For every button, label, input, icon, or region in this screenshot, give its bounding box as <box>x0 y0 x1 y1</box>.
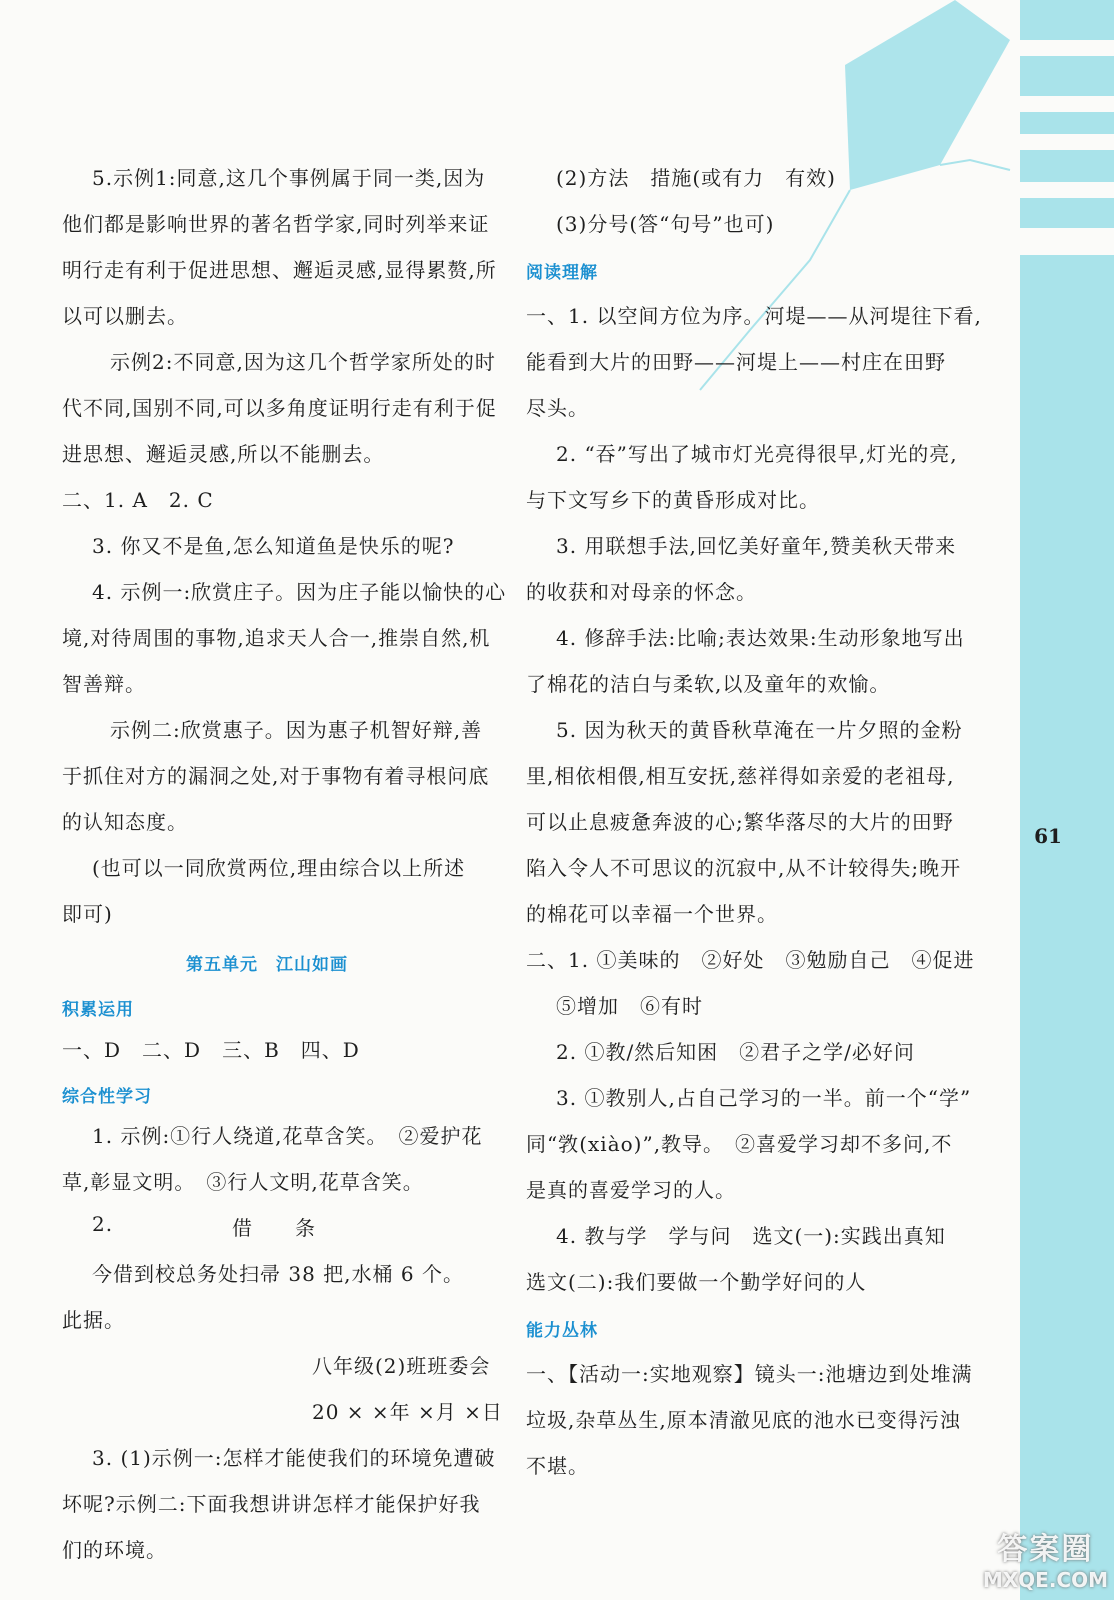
text-line: 2. <box>92 1212 114 1236</box>
text-line: 2. “吞”写出了城市灯光亮得很早,灯光的亮, <box>556 442 958 466</box>
text-line: 可以止息疲惫奔波的心;繁华落尽的大片的田野 <box>526 810 954 834</box>
text-line: 们的环境。 <box>62 1538 167 1562</box>
watermark-title: 答案圈 <box>997 1532 1094 1567</box>
text-line: 陷入令人不可思议的沉寂中,从不计较得失;晚开 <box>526 856 962 880</box>
text-line: 3. 你又不是鱼,怎么知道鱼是快乐的呢? <box>92 534 455 558</box>
text-line: 一、D 二、D 三、B 四、D <box>62 1038 360 1062</box>
text-line: 进思想、邂逅灵感,所以不能删去。 <box>62 442 385 466</box>
text-line: 一、【活动一:实地观察】镜头一:池塘边到处堆满 <box>526 1362 973 1386</box>
text-line: ⑤增加 ⑥有时 <box>556 994 703 1018</box>
text-line: 于抓住对方的漏洞之处,对于事物有着寻根问底 <box>62 764 490 788</box>
text-line: 4. 修辞手法:比喻;表达效果:生动形象地写出 <box>556 626 965 650</box>
text-line: 二、1. ①美味的 ②好处 ③勉励自己 ④促进 <box>526 948 975 972</box>
text-line: 3. ①教别人,占自己学习的一半。前一个“学” <box>556 1086 972 1110</box>
watermark-url: MXQE.COM <box>982 1568 1108 1592</box>
section-heading: 能力丛林 <box>526 1321 598 1341</box>
section-heading: 阅读理解 <box>526 263 598 283</box>
iou-title: 借 条 <box>232 1216 316 1240</box>
text-line: 1. 示例:①行人绕道,花草含笑。 ②爱护花 <box>92 1124 483 1148</box>
text-line: 此据。 <box>62 1308 125 1332</box>
text-line: 选文(二):我们要做一个勤学好问的人 <box>526 1270 867 1294</box>
text-line: 5. 因为秋天的黄昏秋草淹在一片夕照的金粉 <box>556 718 963 742</box>
text-line: (2)方法 措施(或有力 有效) <box>556 166 836 190</box>
text-line: (也可以一同欣赏两位,理由综合以上所述 <box>92 856 466 880</box>
text-line: 的棉花可以幸福一个世界。 <box>526 902 778 926</box>
page-number: 61 <box>1034 824 1062 848</box>
text-line: 3. (1)示例一:怎样才能使我们的环境免遭破 <box>92 1446 496 1470</box>
text-line: 以可以删去。 <box>62 304 188 328</box>
text-line: 是真的喜爱学习的人。 <box>526 1178 736 1202</box>
text-line: (3)分号(答“句号”也可) <box>556 212 775 236</box>
text-line: 代不同,国别不同,可以多角度证明行走有利于促 <box>62 396 497 420</box>
text-line: 他们都是影响世界的著名哲学家,同时列举来证 <box>62 212 490 236</box>
watermark-logo <box>983 1524 1108 1592</box>
text-line: 里,相依相偎,相互安抚,慈祥得如亲爱的老祖母, <box>526 764 955 788</box>
text-line: 能看到大片的田野——河堤上——村庄在田野 <box>526 350 946 374</box>
text-line: 同“敩(xiào)”,教导。 ②喜爱学习却不多问,不 <box>526 1132 953 1156</box>
text-line: 明行走有利于促进思想、邂逅灵感,显得累赘,所 <box>62 258 497 282</box>
text-line: 5.示例1:同意,这几个事例属于同一类,因为 <box>92 166 486 190</box>
text-line: 即可) <box>62 902 113 926</box>
text-line: 不堪。 <box>526 1454 589 1478</box>
text-line: 示例二:欣赏惠子。因为惠子机智好辩,善 <box>110 718 483 742</box>
text-line: 了棉花的洁白与柔软,以及童年的欢愉。 <box>526 672 891 696</box>
section-heading: 综合性学习 <box>62 1087 152 1107</box>
text-line: 坏呢?示例二:下面我想讲讲怎样才能保护好我 <box>62 1492 481 1516</box>
text-line: 二、1. A 2. C <box>62 488 214 512</box>
text-line: 草,彰显文明。 ③行人文明,花草含笑。 <box>62 1170 424 1194</box>
side-band <box>1020 255 1114 1600</box>
text-line: 的认知态度。 <box>62 810 188 834</box>
text-line: 的收获和对母亲的怀念。 <box>526 580 757 604</box>
iou-signature: 八年级(2)班班委会 <box>312 1354 491 1378</box>
text-line: 境,对待周围的事物,追求天人合一,推崇自然,机 <box>62 626 491 650</box>
text-line: 一、1. 以空间方位为序。河堤——从河堤往下看, <box>526 304 982 328</box>
text-line: 4. 教与学 学与问 选文(一):实践出真知 <box>556 1224 946 1248</box>
text-line: 2. ①教/然后知困 ②君子之学/必好问 <box>556 1040 915 1064</box>
text-line: 垃圾,杂草丛生,原本清澈见底的池水已变得污浊 <box>526 1408 961 1432</box>
text-line: 与下文写乡下的黄昏形成对比。 <box>526 488 820 512</box>
section-heading: 积累运用 <box>62 1000 134 1020</box>
text-line: 3. 用联想手法,回忆美好童年,赞美秋天带来 <box>556 534 957 558</box>
text-line: 智善辩。 <box>62 672 146 696</box>
unit-title: 第五单元 江山如画 <box>186 955 348 975</box>
text-line: 4. 示例一:欣赏庄子。因为庄子能以愉快的心 <box>92 580 507 604</box>
text-line: 示例2:不同意,因为这几个哲学家所处的时 <box>110 350 496 374</box>
text-line: 尽头。 <box>526 396 589 420</box>
text-line: 今借到校总务处扫帚 38 把,水桶 6 个。 <box>92 1262 464 1286</box>
iou-date: 20 × ×年 ×月 ×日 <box>312 1400 503 1424</box>
